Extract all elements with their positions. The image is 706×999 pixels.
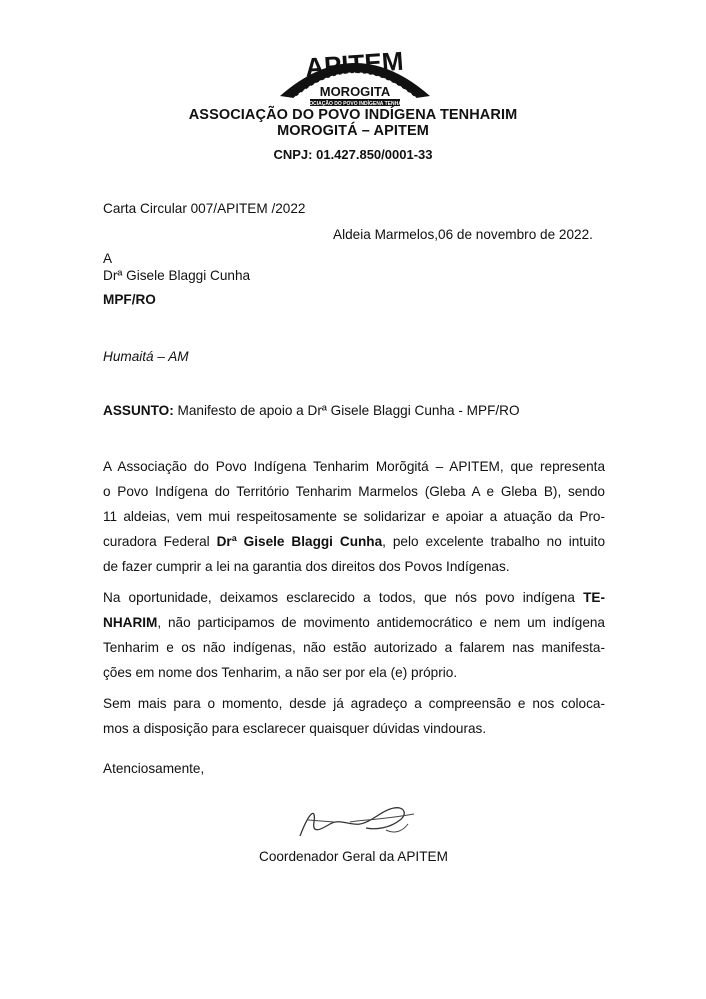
p3-line: Sem mais para o momento, desde já agradeço a compreensão e nos coloca- xyxy=(103,696,605,711)
p2-line: Tenharim e os não indígenas, não estão autorizado a falarem nas manifesta- xyxy=(103,640,605,655)
paragraph-2 xyxy=(103,585,605,685)
apitem-logo xyxy=(270,38,440,110)
logo-subtitle: MOROGITA xyxy=(319,84,391,99)
recipient-name-bold: Drª Gisele Blaggi Cunha xyxy=(216,534,383,549)
p1-line: A Associação do Povo Indígena Tenharim Morõgitá – APITEM, que representa xyxy=(103,459,605,474)
logo-title: APITEM xyxy=(304,45,405,83)
subject-label: ASSUNTO: xyxy=(103,403,174,418)
recipient-name: Drª Gisele Blaggi Cunha xyxy=(103,268,251,283)
subject-text: Manifesto de apoio a Drª Gisele Blaggi Cunha - MPF/RO xyxy=(173,403,520,418)
letter-reference: Carta Circular 007/APITEM /2022 xyxy=(103,201,306,216)
p1-line: 11 aldeias, vem mui respeitosamente se solidarizar e apoiar a atuação da Pro- xyxy=(103,509,605,524)
org-name-line1: ASSOCIAÇÃO DO POVO INDÍGENA TENHARIM xyxy=(188,107,518,123)
p3-line: mos a disposição para esclarecer quaisquer dúvidas vindouras. xyxy=(103,721,487,736)
p1-line: o Povo Indígena do Território Tenharim Marmelos (Gleba A e Gleba B), sendo xyxy=(103,484,605,499)
paragraph-1 xyxy=(103,454,605,579)
recipient-city: Humaitá – AM xyxy=(103,349,189,364)
logo-small-text: ASSOCIAÇÃO DO POVO INDÍGENA TENHARIM xyxy=(298,101,412,107)
p1-line: curadora Federal Drª Gisele Blaggi Cunha, pelo excelente trabalho no intuito xyxy=(103,534,606,549)
org-name-line2: MOROGITÁ – APITEM xyxy=(277,123,429,139)
signature-image xyxy=(290,800,430,844)
p2-line: Na oportunidade, deixamos esclarecido a todos, que nós povo indígena TE- xyxy=(103,590,605,605)
subject-line xyxy=(103,402,520,419)
closing: Atenciosamente, xyxy=(103,761,205,776)
p1-line: de fazer cumprir a lei na garantia dos direitos dos Povos Indígenas. xyxy=(103,559,510,574)
place-date: Aldeia Marmelos,06 de novembro de 2022. xyxy=(333,227,593,242)
recipient-org: MPF/RO xyxy=(103,292,156,307)
p2-line: ções em nome dos Tenharim, a não ser por ela (e) próprio. xyxy=(103,665,458,680)
paragraph-3 xyxy=(103,691,605,741)
p2-line: NHARIM, não participamos de movimento antidemocrático e nem um indígena xyxy=(103,615,605,630)
signatory-title: Coordenador Geral da APITEM xyxy=(259,849,448,864)
cnpj: CNPJ: 01.427.850/0001-33 xyxy=(273,147,433,162)
to-label: A xyxy=(103,251,113,266)
